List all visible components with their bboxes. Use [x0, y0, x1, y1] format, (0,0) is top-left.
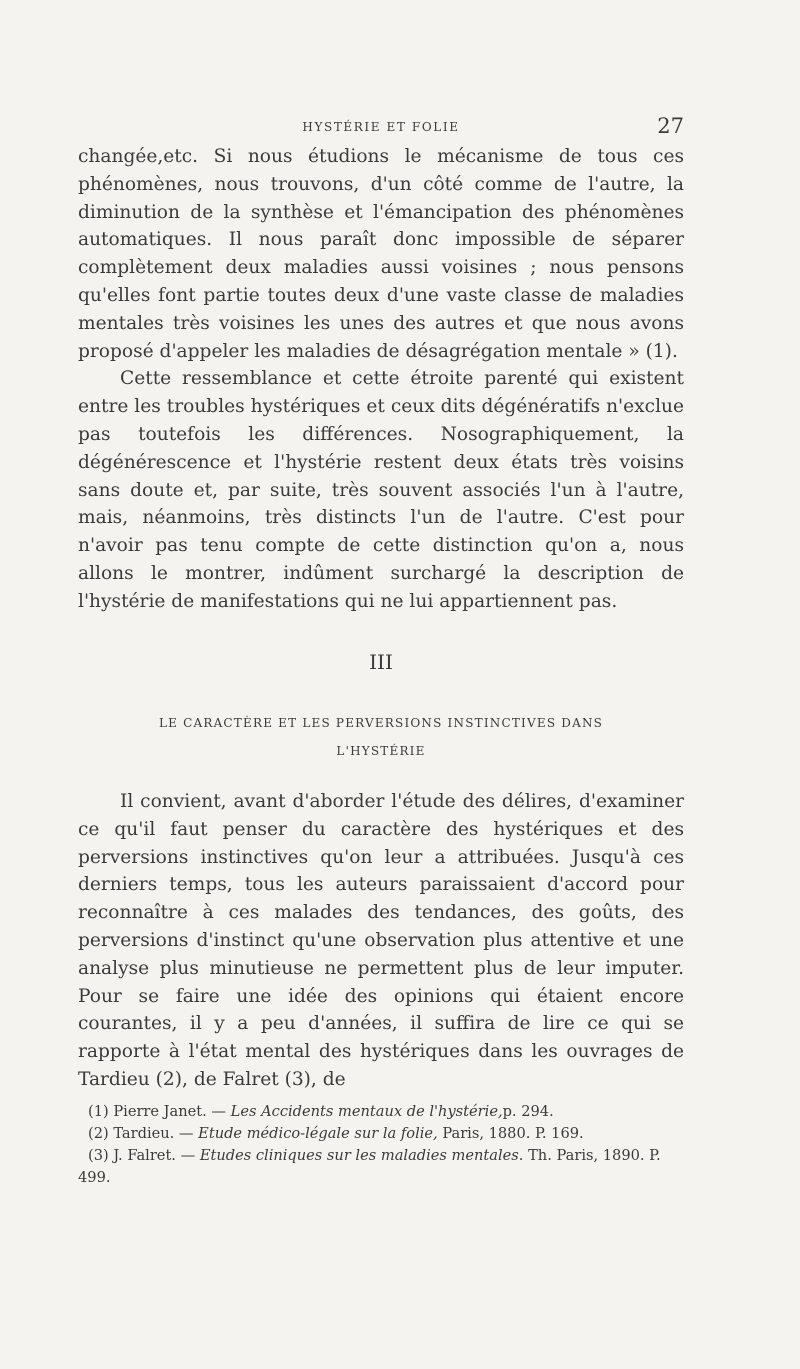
section-title-line: LE CARACTÈRE ET LES PERVERSIONS INSTINCTIVES DANS [158, 716, 604, 730]
text-block-top [78, 143, 684, 616]
footnote-author: Tardieu. — [113, 1125, 194, 1142]
footnote-marker: (1) [88, 1103, 109, 1120]
footnote-rest: Paris, 1880. P. 169. [442, 1125, 584, 1142]
footnote [78, 1123, 684, 1145]
footnote-rest: Th. Paris, 1890. P. 499. [78, 1147, 661, 1186]
running-head [78, 116, 684, 138]
footnote-title: Etude médico-légale sur la folie, [198, 1125, 438, 1142]
footnote-title: Les Accidents mentaux de l'hystérie, [230, 1103, 503, 1120]
footnote-title: Etudes cliniques sur les maladies mentales. [199, 1147, 524, 1164]
section-number: III [369, 650, 393, 674]
footnote [78, 1101, 684, 1123]
paragraph: Il convient, avant d'aborder l'étude des délires, d'examiner ce qu'il faut penser du caractère des hystériques et des perversions instinctives qu'on leur a attribuées. Jusqu'à ces derniers temps, tous les auteurs paraissaient d'accord pour reconnaître à ces malades des tendances, des goûts, des perversions d'instinct qu'une observation plus attentive et une analyse plus minutieuse ne permettent plus de leur imputer. Pour se faire une idée des opinions qui étaient encore courantes, il y a peu d'années, il suffira de lire ce qui se rapporte à l'état mental des hystériques dans les ouvrages de Tardieu (2), de Falret (3), de [78, 791, 684, 1090]
footnote-marker: (3) [88, 1147, 109, 1164]
footnotes [78, 1101, 684, 1189]
footnote-author: Pierre Janet. — [113, 1103, 227, 1120]
paragraph-continued: changée,etc. Si nous étudions le mécanisme de tous ces phénomènes, nous trouvons, d'un côté comme de l'autre, la diminution de la synthèse et l'émancipation des phénomènes automatiques. Il nous paraît donc impossible de séparer complètement deux maladies aussi voisines ; nous pensons qu'elles font partie toutes deux d'une vaste classe de maladies mentales très voisines les unes des autres et que nous avons proposé d'appeler les maladies de désagrégation mentale » (1). [78, 146, 684, 362]
section-title [78, 709, 684, 765]
section-title-line: L'HYSTÉRIE [336, 744, 426, 758]
footnote-author: J. Falret. — [113, 1147, 196, 1164]
paragraph: Cette ressemblance et cette étroite parenté qui existent entre les troubles hystériques et ceux dits dégénératifs n'exclue pas toutefois les différences. Nosographiquement, la dégénérescence et l'hystérie restent deux états très voisins sans doute et, par suite, très souvent associés l'un à l'autre, mais, néanmoins, très distincts l'un de l'autre. C'est pour n'avoir pas tenu compte de cette distinction qu'on a, nous allons le montrer, indûment surchargé la description de l'hystérie de manifestations qui ne lui appartiennent pas. [78, 368, 684, 612]
text-block-bottom [78, 788, 684, 1094]
footnote [78, 1145, 684, 1189]
footnote-rest: p. 294. [502, 1103, 554, 1120]
footnote-marker: (2) [88, 1125, 109, 1142]
page-number: 27 [657, 114, 684, 138]
running-title: HYSTÉRIE ET FOLIE [302, 120, 460, 134]
